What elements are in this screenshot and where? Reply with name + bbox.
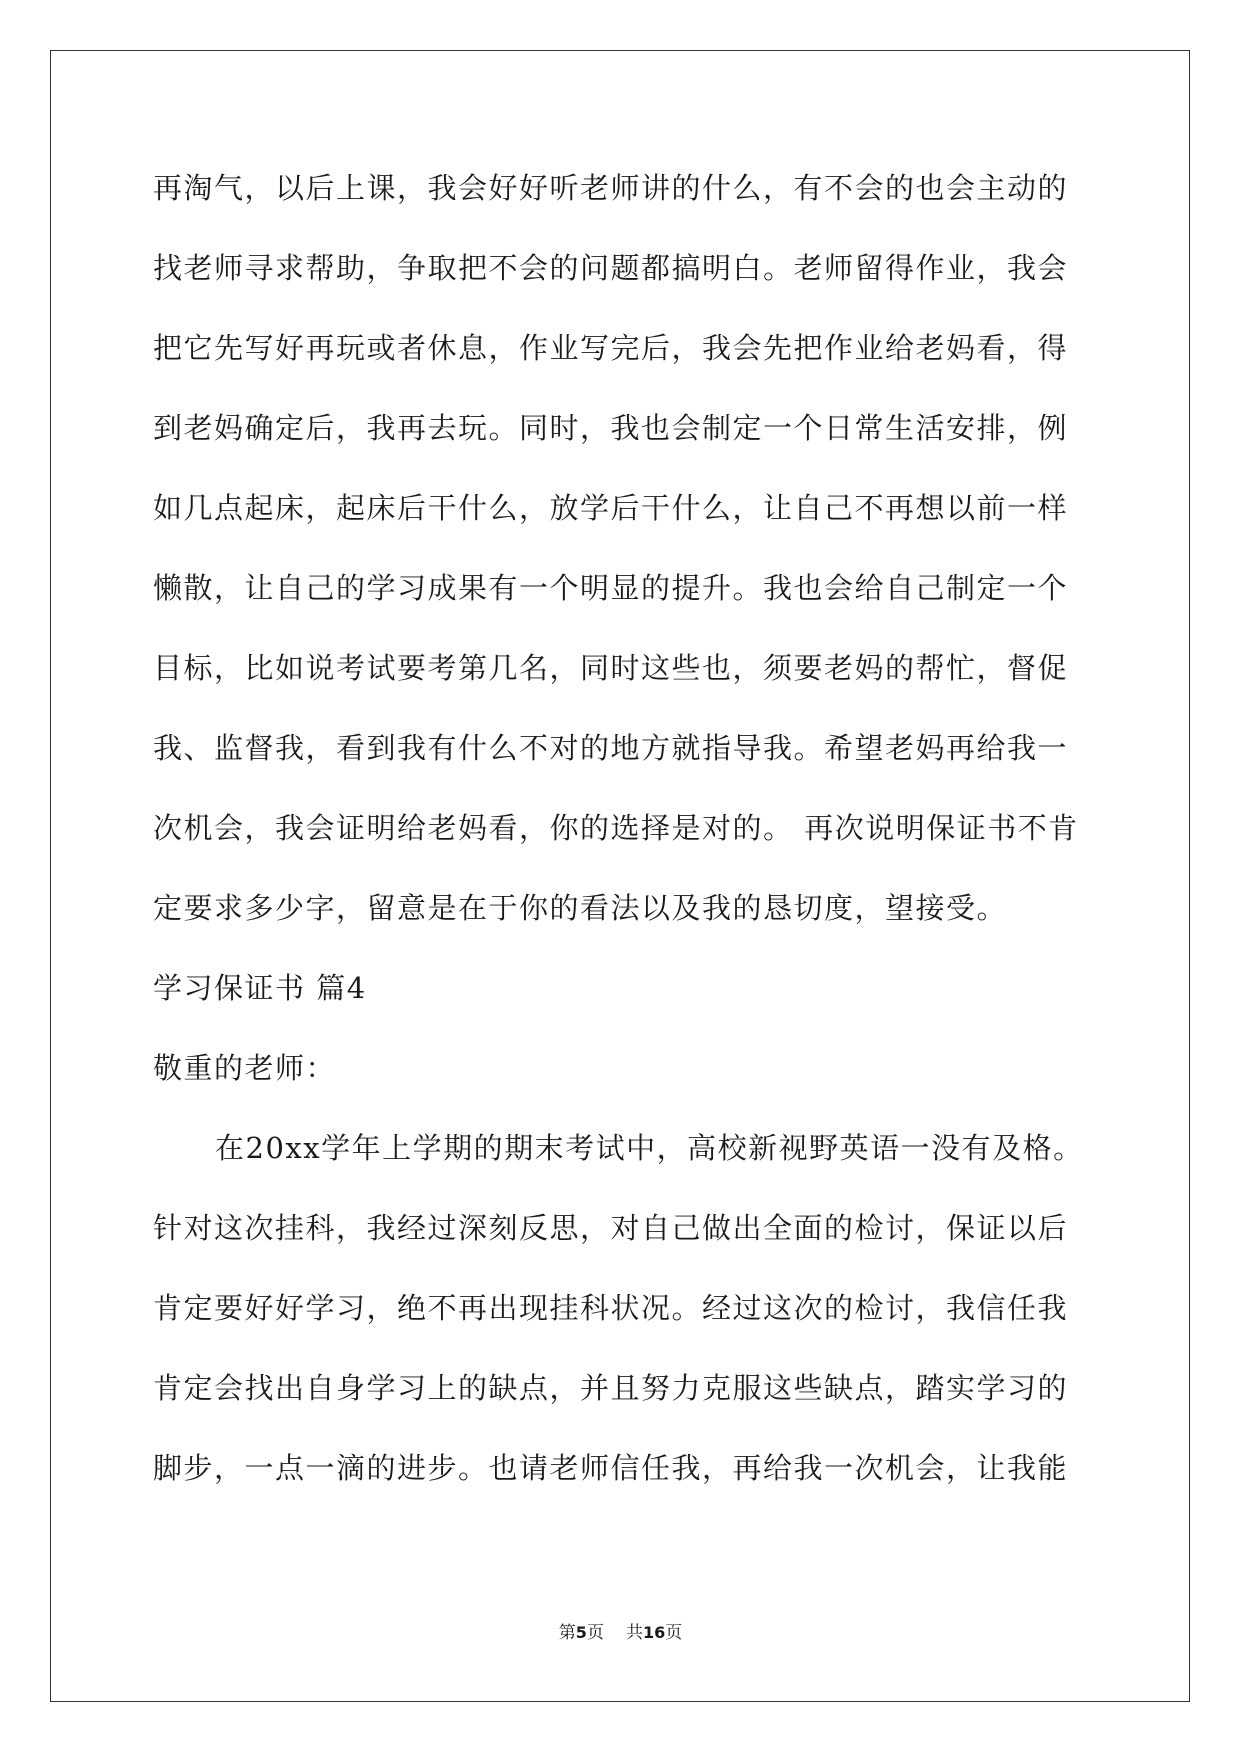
total-prefix: 共 <box>625 1623 643 1643</box>
paragraph-line: 再淘气，以后上课，我会好好听老师讲的什么，有不会的也会主动的 <box>153 171 1069 205</box>
paragraph-line: 肯定会找出自身学习上的缺点，并且努力克服这些缺点，踏实学习的 <box>153 1371 1069 1405</box>
section-heading: 学习保证书 篇4 <box>153 971 367 1005</box>
paragraph-line: 定要求多少字，留意是在于你的看法以及我的恳切度，望接受。 <box>153 891 1008 925</box>
paragraph-line: 如几点起床，起床后干什么，放学后干什么，让自己不再想以前一样 <box>153 491 1069 525</box>
paragraph-line: 次机会，我会证明给老妈看，你的选择是对的。 再次说明保证书不肯 <box>153 811 1079 845</box>
page-prefix: 第 <box>558 1623 576 1643</box>
paragraph-line: 我、监督我，看到我有什么不对的地方就指导我。希望老妈再给我一 <box>153 731 1069 765</box>
document-body <box>153 158 1093 1518</box>
paragraph-line: 懒散，让自己的学习成果有一个明显的提升。我也会给自己制定一个 <box>153 571 1069 605</box>
paragraph-line: 找老师寻求帮助，争取把不会的问题都搞明白。老师留得作业，我会 <box>153 251 1069 285</box>
page-suffix: 页 <box>586 1623 604 1643</box>
total-suffix: 页 <box>665 1623 683 1643</box>
salutation: 敬重的老师： <box>153 1051 337 1085</box>
paragraph-line: 肯定要好好学习，绝不再出现挂科状况。经过这次的检讨，我信任我 <box>153 1291 1069 1325</box>
page-footer <box>0 1618 1241 1643</box>
paragraph-line: 针对这次挂科，我经过深刻反思，对自己做出全面的检讨，保证以后 <box>153 1211 1069 1245</box>
paragraph-line: 在20xx学年上学期的期末考试中，高校新视野英语一没有及格。 <box>215 1131 1084 1165</box>
paragraph-line: 脚步，一点一滴的进步。也请老师信任我，再给我一次机会，让我能 <box>153 1451 1069 1485</box>
paragraph-line: 目标，比如说考试要考第几名，同时这些也，须要老妈的帮忙，督促 <box>153 651 1069 685</box>
paragraph-line: 把它先写好再玩或者休息，作业写完后，我会先把作业给老妈看，得 <box>153 331 1069 365</box>
total-pages: 16 <box>642 1623 666 1642</box>
page-number: 5 <box>575 1623 587 1642</box>
paragraph-line: 到老妈确定后，我再去玩。同时，我也会制定一个日常生活安排，例 <box>153 411 1069 445</box>
